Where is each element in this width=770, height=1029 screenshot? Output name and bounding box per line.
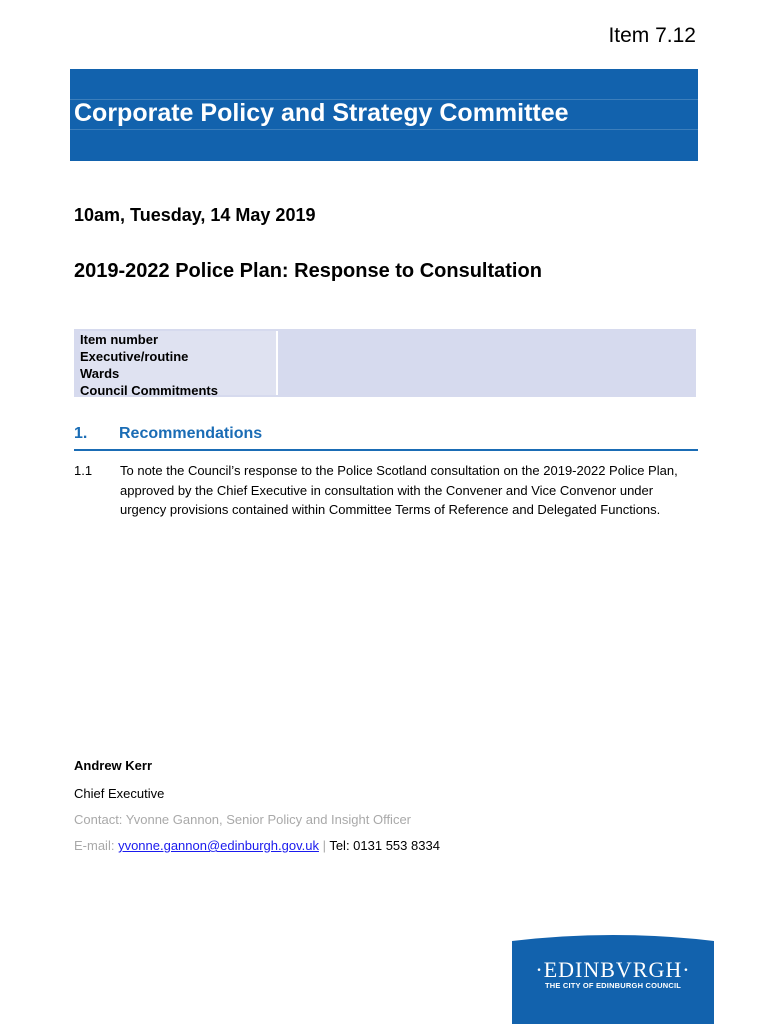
author-role: Chief Executive	[74, 786, 165, 801]
separator: |	[318, 838, 330, 853]
telephone: Tel: 0131 553 8334	[329, 838, 440, 853]
contact-line: Contact: Yvonne Gannon, Senior Policy and Insight Officer	[74, 812, 412, 827]
email-line	[74, 838, 440, 853]
item-number: Item 7.12	[608, 24, 696, 47]
info-table	[74, 329, 696, 397]
info-label-executive-routine: Executive/routine	[80, 349, 189, 364]
logo-wordmark: ·EDINBVRGH·	[535, 957, 691, 982]
info-labels	[80, 331, 278, 398]
section-title: Recommendations	[119, 425, 263, 442]
recommendation-number: 1.1	[74, 463, 93, 478]
committee-banner	[70, 69, 698, 161]
edinburgh-council-logo	[512, 933, 714, 1024]
report-title: 2019-2022 Police Plan: Response to Consultation	[74, 260, 542, 282]
recommendation-text: To note the Council’s response to the Police Scotland consultation on the 2019-2022 Police Plan, approved by the Chief Executive in consultation with the Convener and Vice Convenor under urgency provisions contained within Committee Terms of Reference and Delegated Functions.	[120, 463, 678, 517]
info-label-wards: Wards	[80, 366, 120, 381]
logo-subtitle: THE CITY OF EDINBURGH COUNCIL	[544, 981, 682, 990]
info-label-item-number: Item number	[80, 332, 159, 347]
email-link[interactable]: yvonne.gannon@edinburgh.gov.uk	[118, 838, 319, 853]
author-name: Andrew Kerr	[74, 758, 153, 773]
section-number: 1.	[74, 425, 88, 442]
committee-title: Corporate Policy and Strategy Committee	[74, 99, 569, 127]
meeting-date: 10am, Tuesday, 14 May 2019	[74, 205, 316, 225]
section-heading-recommendations	[74, 425, 698, 451]
email-label: E-mail:	[74, 838, 119, 853]
info-label-council-commitments: Council Commitments	[80, 383, 218, 398]
